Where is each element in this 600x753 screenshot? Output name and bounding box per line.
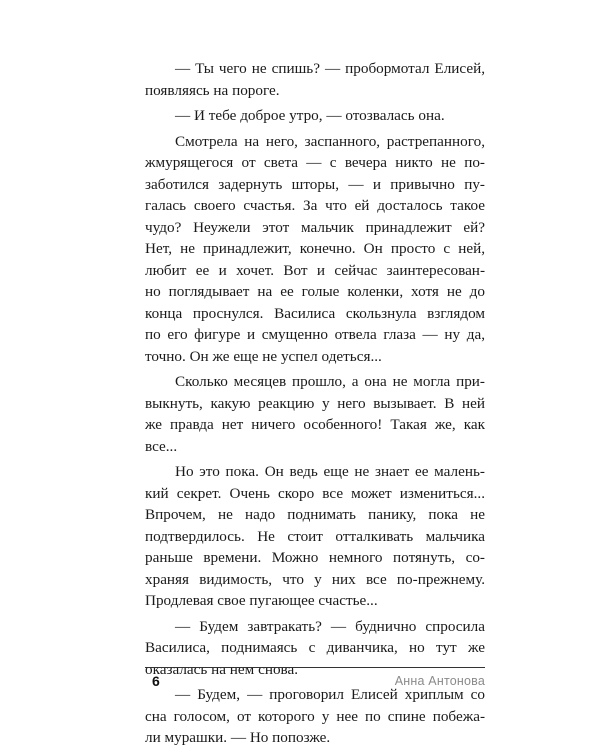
text-line: конца проснулся. Василиса скользнула взглядом — [145, 304, 485, 322]
paragraph — [145, 684, 485, 749]
text-line: Впрочем, не надо поднимать панику, пока не — [145, 506, 485, 523]
text-line: жмурящегося от света — с вечера никто не по- — [145, 154, 485, 171]
text-line: Василиса, поднимаясь с диванчика, но тут же — [145, 639, 485, 656]
text-line: Но это пока. Он ведь еще не знает ее малень- — [175, 463, 485, 480]
paragraph — [145, 461, 485, 612]
text-line: чудо? Неужели этот мальчик принадлежит ей? — [145, 218, 485, 236]
text-line: Сколько месяцев прошло, а она не могла при- — [175, 373, 485, 390]
text-line: — Ты чего не спишь? — пробормотал Елисей, — [175, 60, 485, 77]
text-line: сна голосом, от которого у нее по спине побежа- — [145, 707, 485, 725]
page-number: 6 — [152, 673, 160, 689]
text-line: — Будем, — проговорил Елисей хриплым со — [175, 686, 485, 703]
text-line: Продлевая свое пугающее счастье... — [145, 592, 378, 609]
text-line: по его фигуре и смущенно отвела глаза — ну да, — [145, 326, 485, 343]
running-footer-author: Анна Антонова — [394, 674, 485, 688]
text-line: подтвердилось. Не стоит отталкивать мальчика — [145, 527, 485, 545]
text-line: появляясь на пороге. — [145, 81, 280, 99]
text-line: точно. Он же еще не успел одеться... — [145, 347, 382, 365]
text-line: любит ее и хочет. Вот и сейчас заинтересован- — [145, 261, 485, 279]
paragraph — [145, 616, 485, 681]
text-line: же правда нет ничего особенного! Такая же, как — [145, 416, 485, 433]
text-line: храняя видимость, что у них все по-прежнему. — [145, 570, 485, 588]
text-line: ли мурашки. — Но попозже. — [145, 729, 331, 746]
text-line: галась своего счастья. За что ей досталось такое — [145, 197, 485, 214]
text-line: Нет, не принадлежит, конечно. Он просто с ней, — [145, 240, 485, 257]
paragraph — [145, 371, 485, 457]
text-line: раньше времени. Можно немного потянуть, со- — [145, 549, 485, 566]
text-line: выкнуть, какую реакцию у него вызывает. В ней — [145, 394, 485, 412]
page-body-text — [145, 58, 485, 753]
text-line: кий секрет. Очень скоро все может измениться... — [145, 484, 485, 502]
text-line: все... — [145, 437, 178, 455]
text-line: заботился задернуть шторы, — и привычно пу- — [145, 175, 485, 193]
text-line: — И тебе доброе утро, — отозвалась она. — [175, 107, 445, 124]
text-line: оказалась на нем снова. — [145, 660, 299, 678]
text-line: — Будем завтракать? — буднично спросила — [175, 617, 485, 635]
paragraph — [145, 131, 485, 368]
footer-rule — [145, 667, 485, 668]
text-line: Смотрела на него, заспанного, растрепанного, — [175, 132, 485, 150]
paragraph — [145, 58, 485, 101]
paragraph — [145, 105, 485, 127]
text-line: но поглядывает на ее голые коленки, хотя не до — [145, 283, 485, 300]
